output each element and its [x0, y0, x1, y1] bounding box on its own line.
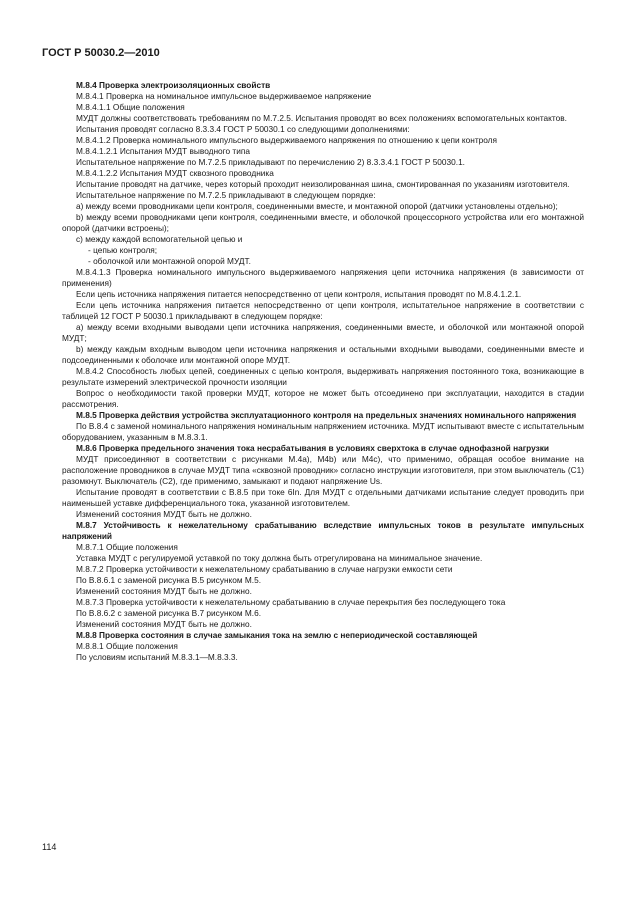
paragraph: Если цепь источника напряжения питается непосредственно от цепи контроля, испытания проводят по М.8.4.1.2.1.: [76, 289, 522, 299]
paragraph: М.8.7.3 Проверка устойчивости к нежелательному срабатыванию в случае перекрытия без последующего тока: [76, 597, 506, 607]
paragraph: Испытание проводят в соответствии с В.8.5 при токе 6In. Для МУДТ с отдельными датчиками испытание следует проводить при наименьшей уставке дифференциального тока, указанной изготовителем.: [62, 487, 584, 508]
paragraph: МУДТ присоединяют в соответствии с рисунками М.4a), М4b) или М4c), что применимо, обращая особое внимание на расположение проводников в случае МУДТ типа «сквозной проводник» согласно инструкции изготовителя, при этом выключатель (С1) разомкнут. Выключатель (С2), где применимо, замыкают и подают напряжение Us.: [62, 454, 584, 486]
section-heading: М.8.7 Устойчивость к нежелательному срабатыванию вследствие импульсных токов в результате импульсных напряжений: [62, 520, 584, 541]
list-item: а) между всеми проводниками цепи контроля, соединенными вместе, и монтажной опорой (датчики установлены отдельно);: [76, 201, 558, 211]
paragraph: По В.8.4 с заменой номинального напряжения номинальным напряжением источника. МУДТ испытывают вместе с испытательным оборудованием, указанным в М.8.3.1.: [62, 421, 584, 442]
paragraph: Изменений состояния МУДТ быть не должно.: [76, 619, 252, 629]
list-item: а) между всеми входными выводами цепи источника напряжения, соединенными вместе, и оболочкой или монтажной опорой МУДТ;: [62, 322, 584, 343]
paragraph: М.8.7.2 Проверка устойчивости к нежелательному срабатыванию в случае нагрузки емкости сети: [76, 564, 453, 574]
paragraph: Изменений состояния МУДТ быть не должно.: [76, 586, 252, 596]
section-heading: М.8.6 Проверка предельного значения тока несрабатывания в условиях сверхтока в случае однофазной нагрузки: [76, 443, 549, 453]
paragraph: М.8.8.1 Общие положения: [76, 641, 178, 651]
paragraph: М.8.4.2 Способность любых цепей, соединенных с цепью контроля, выдерживать напряжения постоянного тока, возникающие в результате измерений электрической прочности изоляции: [62, 366, 584, 387]
paragraph: М.8.4.1.2.2 Испытания МУДТ сквозного проводника: [76, 168, 274, 178]
paragraph: М.8.7.1 Общие положения: [76, 542, 178, 552]
paragraph: М.8.4.1.2 Проверка номинального импульсного выдерживаемого напряжения по отношению к цепи контроля: [76, 135, 498, 145]
paragraph: По условиям испытаний М.8.3.1—М.8.3.3.: [76, 652, 238, 662]
paragraph: МУДТ должны соответствовать требованиям по М.7.2.5. Испытания проводят во всех положениях вспомогательных контактов.: [76, 113, 567, 123]
paragraph: Испытание проводят на датчике, через который проходит неизолированная шина, смонтированная по указаниям изготовителя.: [76, 179, 570, 189]
paragraph: Испытательное напряжение по М.7.2.5 прикладывают в следующем порядке:: [76, 190, 376, 200]
paragraph: По В.8.6.2 с заменой рисунка В.7 рисунком М.6.: [76, 608, 262, 618]
paragraph: По В.8.6.1 с заменой рисунка В.5 рисунком М.5.: [76, 575, 262, 585]
paragraph: М.8.4.1.1 Общие положения: [76, 102, 185, 112]
section-heading: М.8.5 Проверка действия устройства эксплуатационного контроля на предельных значениях номинального напряжения: [76, 410, 577, 420]
list-item: b) между каждым входным выводом цепи источника напряжения и остальными входными выводами, соединенными вместе и подсоединенными к оболочке или монтажной опоре МУДТ.: [62, 344, 584, 365]
paragraph: М.8.4.1.2.1 Испытания МУДТ выводного типа: [76, 146, 250, 156]
document-body: [62, 80, 584, 663]
section-heading: М.8.4 Проверка электроизоляционных свойств: [76, 80, 271, 90]
list-subitem: - оболочкой или монтажной опорой МУДТ.: [88, 256, 251, 266]
paragraph: М.8.4.1.3 Проверка номинального импульсного выдерживаемого напряжения цепи источника напряжения (в зависимости от применения): [62, 267, 584, 288]
paragraph: Если цепь источника напряжения питается непосредственно от цепи контроля, испытательное напряжение в соответствии с таблицей 12 ГОСТ Р 50030.1 прикладывают в следующем порядке:: [62, 300, 584, 321]
paragraph: Испытательное напряжение по М.7.2.5 прикладывают по перечислению 2) 8.3.3.4.1 ГОСТ Р 50030.1.: [76, 157, 465, 167]
paragraph: М.8.4.1 Проверка на номинальное импульсное выдерживаемое напряжение: [76, 91, 372, 101]
list-subitem: - цепью контроля;: [88, 245, 158, 255]
list-item: с) между каждой вспомогательной цепью и: [76, 234, 243, 244]
paragraph: Изменений состояния МУДТ быть не должно.: [76, 509, 252, 519]
paragraph: Вопрос о необходимости такой проверки МУДТ, которое не может быть отсоединено при эксплуатации, находится в стадии рассмотрения.: [62, 388, 584, 409]
list-item: b) между всеми проводниками цепи контроля, соединенными вместе, и оболочкой процессорного устройства или его монтажной опорой (датчики встроены);: [62, 212, 584, 233]
page-header: ГОСТ Р 50030.2—2010: [42, 47, 160, 59]
page-number: 114: [42, 842, 57, 852]
section-heading: М.8.8 Проверка состояния в случае замыкания тока на землю с непериодической составляющей: [76, 630, 478, 640]
paragraph: Уставка МУДТ с регулируемой уставкой по току должна быть отрегулирована на минимальное значение.: [76, 553, 483, 563]
paragraph: Испытания проводят согласно 8.3.3.4 ГОСТ Р 50030.1 со следующими дополнениями:: [76, 124, 410, 134]
